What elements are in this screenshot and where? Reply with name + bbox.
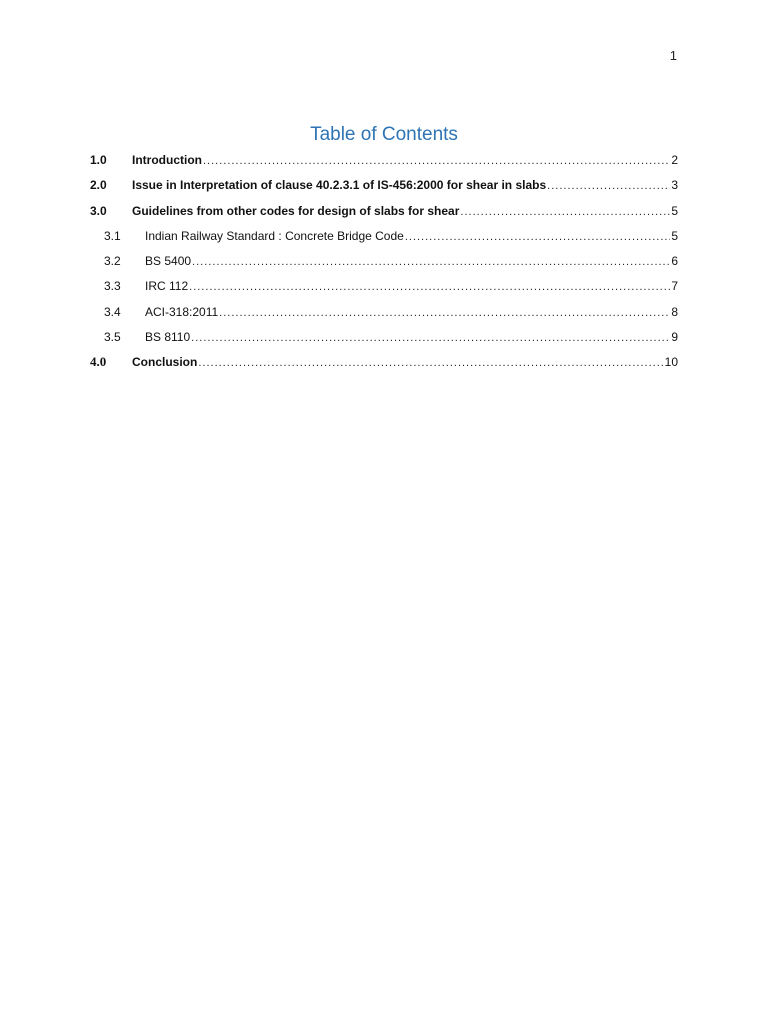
toc-entry-introduction[interactable]	[90, 150, 678, 175]
toc-entry-irc-112[interactable]	[90, 276, 678, 301]
toc-entry-guidelines[interactable]	[90, 201, 678, 226]
dot-leader	[547, 176, 670, 196]
dot-leader	[189, 277, 670, 297]
toc-entry-page: 2	[671, 153, 678, 167]
dot-leader	[198, 353, 663, 373]
toc-entry-page: 5	[671, 228, 678, 243]
toc-entry-label: Guidelines from other codes for design of slabs for shear	[132, 203, 460, 218]
toc-entry-page: 7	[671, 279, 678, 294]
toc-entry-page: 8	[671, 304, 678, 319]
toc-entry-conclusion[interactable]	[90, 352, 678, 377]
dot-leader	[191, 328, 670, 348]
toc-entry-number: 3.1	[104, 228, 121, 243]
dot-leader	[203, 151, 670, 171]
toc-entry-number: 3.2	[104, 254, 121, 269]
toc-entry-page: 3	[671, 178, 678, 193]
dot-leader	[405, 227, 670, 247]
page-number: 1	[669, 48, 677, 63]
toc-entry-label: IRC 112	[145, 279, 189, 294]
toc-entry-label: Issue in Interpretation of clause 40.2.3.1 of IS-456:2000 for shear in slabs	[132, 178, 547, 193]
toc-entry-number: 3.5	[104, 330, 121, 345]
toc-entry-aci-318[interactable]	[90, 302, 678, 327]
toc-entry-label: Introduction	[132, 153, 202, 167]
toc-entry-bs-5400[interactable]	[90, 251, 678, 276]
dot-leader	[192, 252, 670, 272]
toc-entry-label: Conclusion	[132, 355, 198, 370]
toc-entry-bs-8110[interactable]	[90, 327, 678, 352]
toc-title: Table of Contents	[310, 124, 458, 145]
toc-entry-number: 2.0	[90, 178, 107, 193]
toc-entry-number: 3.0	[90, 203, 107, 218]
toc-entry-number: 3.4	[104, 304, 121, 319]
toc-entry-page: 10	[664, 355, 678, 370]
dot-leader	[219, 303, 670, 323]
toc-entry-indian-railway[interactable]	[90, 226, 678, 251]
toc-entry-number: 1.0	[90, 153, 107, 167]
toc-entry-issue-interpretation[interactable]	[90, 175, 678, 200]
table-of-contents	[90, 150, 678, 378]
toc-entry-label: ACI-318:2011	[145, 304, 219, 319]
toc-entry-page: 5	[671, 203, 678, 218]
toc-entry-label: Indian Railway Standard : Concrete Bridge Code	[145, 228, 404, 243]
toc-entry-page: 9	[671, 330, 678, 345]
toc-entry-number: 4.0	[90, 354, 107, 370]
toc-entry-label: BS 5400	[145, 254, 192, 269]
dot-leader	[460, 202, 670, 222]
toc-entry-page: 6	[671, 254, 678, 269]
toc-entry-number: 3.3	[104, 279, 121, 294]
toc-entry-label: BS 8110	[145, 330, 191, 345]
